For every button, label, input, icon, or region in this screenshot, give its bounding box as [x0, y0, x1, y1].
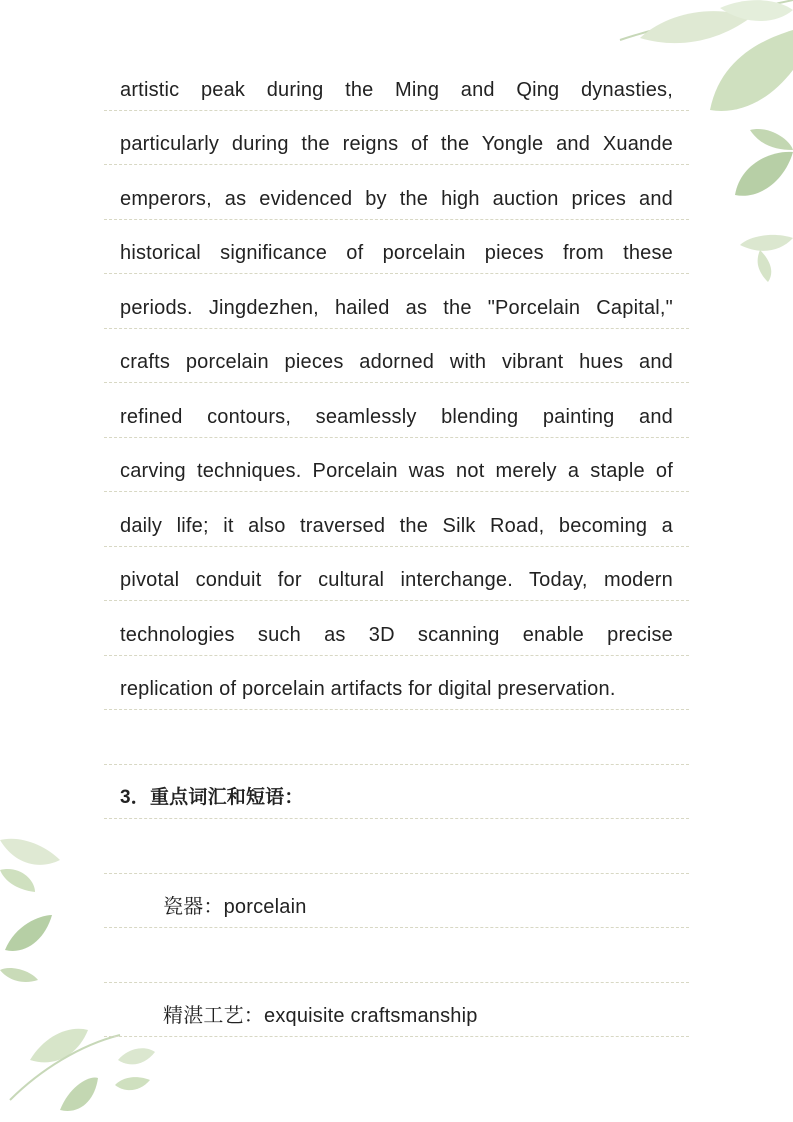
text-line [104, 547, 689, 602]
blank-line [104, 819, 689, 874]
text-line [104, 983, 689, 1038]
paragraph-line: refined contours, seamlessly blending painting and [120, 405, 673, 428]
text-line [104, 274, 689, 329]
text-line [104, 329, 689, 384]
paragraph-line: historical significance of porcelain pieces from these [120, 242, 673, 264]
paragraph-line: pivotal conduit for cultural interchange. Today, modern [120, 569, 673, 591]
text-line [104, 765, 689, 820]
text-line [104, 438, 689, 493]
paragraph-line: replication of porcelain artifacts for digital preservation. [120, 678, 616, 700]
paragraph-line: particularly during the reigns of the Yongle and Xuande [120, 133, 673, 155]
blank-line [104, 928, 689, 983]
blank-line [104, 710, 689, 765]
section-heading: 3．重点词汇和短语： [120, 787, 304, 808]
paragraph-line: daily life; it also traversed the Silk Road, becoming a [120, 514, 673, 537]
text-line [104, 56, 689, 111]
text-line [104, 165, 689, 220]
vocab-item: 瓷器：porcelain [163, 896, 307, 918]
paragraph-line: emperors, as evidenced by the high auction prices and [120, 187, 673, 210]
text-line [104, 601, 689, 656]
paragraph-line: technologies such as 3D scanning enable precise [120, 623, 673, 646]
text-line [104, 383, 689, 438]
paragraph-line: crafts porcelain pieces adorned with vibrant hues and [120, 351, 673, 373]
text-line [104, 220, 689, 275]
text-line [104, 656, 689, 711]
text-line [104, 492, 689, 547]
paragraph-line: periods. Jingdezhen, hailed as the "Porcelain Capital," [120, 296, 673, 319]
document-body [104, 56, 689, 1037]
text-line [104, 874, 689, 929]
text-line [104, 111, 689, 166]
paragraph-line: carving techniques. Porcelain was not merely a staple of [120, 460, 673, 482]
vocab-item: 精湛工艺：exquisite craftsmanship [163, 1005, 478, 1027]
paragraph-line: artistic peak during the Ming and Qing dynasties, [120, 78, 673, 101]
